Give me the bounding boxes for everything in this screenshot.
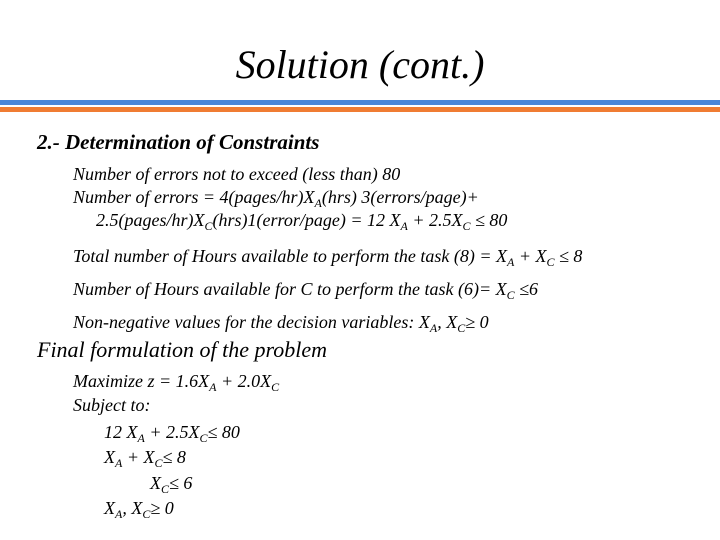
constraint-line-6: Non-negative values for the decision variables: $X_A$, $X_C\ge 0$ xyxy=(73,312,489,335)
formulation-constraint-1: 12 $X_A + 2.5X_C\le 80$ xyxy=(104,422,240,445)
formulation-constraint-4: $X_A$, $X_C\ge 0$ xyxy=(104,498,174,521)
formulation-constraint-3: $X_C\le 6$ xyxy=(150,473,193,496)
objective-function: Maximize $z = 1.6X_A + 2.0X_C$ xyxy=(73,371,280,394)
title-divider-blue xyxy=(0,100,720,105)
slide-title: Solution (cont.) xyxy=(235,42,485,87)
section-heading-formulation: Final formulation of the problem xyxy=(37,337,328,362)
formulation-constraint-2: $X_A + X_C\le 8$ xyxy=(104,447,186,470)
section-heading-constraints: 2.- Determination of Constraints xyxy=(37,130,320,154)
constraint-line-2: Number of errors = $4(pages/hr)X_A(hrs)$ 3(errors/page)+ xyxy=(73,187,479,210)
subject-to-label: Subject to: xyxy=(73,395,151,415)
constraint-line-3: $2.5(pages/hr)X_C(hrs)1(error/page) = 12$ $X_A + 2.5X_C \le 80$ xyxy=(96,210,508,233)
title-divider-orange xyxy=(0,107,720,112)
constraint-line-1: Number of errors not to exceed (less than) 80 xyxy=(73,164,401,184)
constraint-line-5: Number of Hours available for C to perform the task $(6)= X_C \le 6$ xyxy=(73,279,539,302)
constraint-line-4: Total number of Hours available to perform the task $(8) = X_A + X_C \le 8$ xyxy=(73,246,583,269)
